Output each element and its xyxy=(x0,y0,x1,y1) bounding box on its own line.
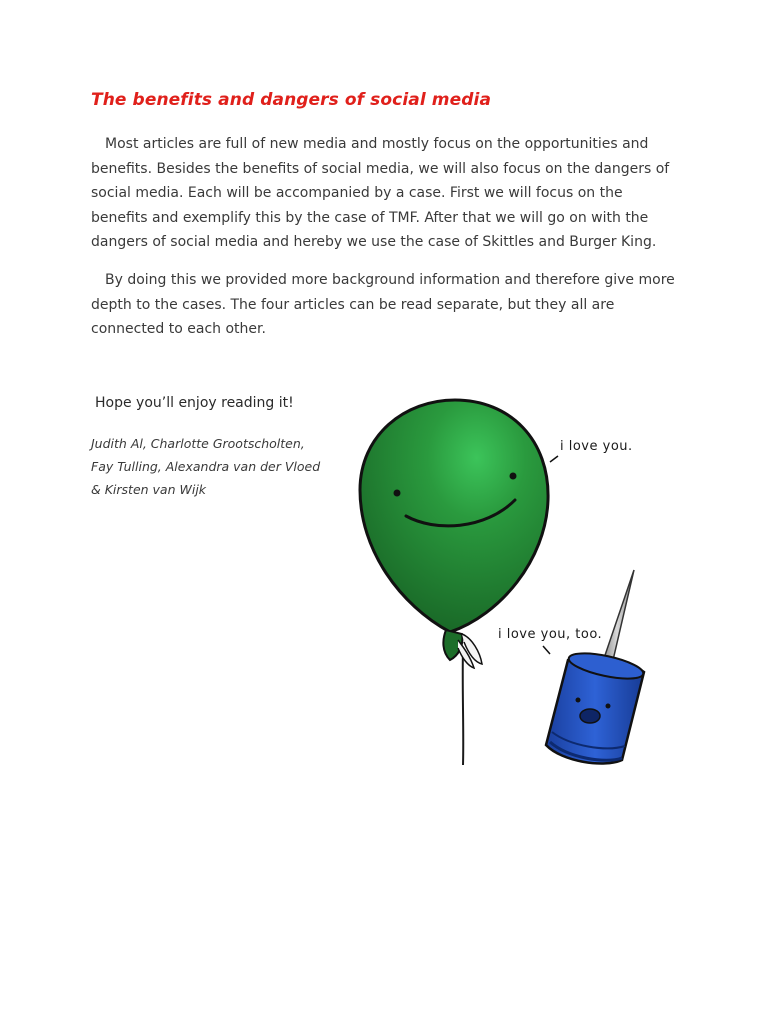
pin-right-eye xyxy=(606,704,611,709)
pin-speech-text: i love you, too. xyxy=(498,627,603,642)
closing-line: Hope you’ll enjoy reading it! xyxy=(95,395,294,411)
balloon-left-eye xyxy=(394,490,401,497)
balloon-right-eye xyxy=(510,473,517,480)
author-line-1: Judith Al, Charlotte Grootscholten, xyxy=(91,436,305,451)
balloon-speech-tick xyxy=(550,456,558,462)
balloon-speech-text: i love you. xyxy=(560,439,633,454)
intro-paragraph: Most articles are full of new media and mostly focus on the opportunities and benefits. Besides the benefits of social media, we will also focus on the dangers of social media. Each will be accompanied by a case. First we will focus on the benefits and exemplify this by the case of TMF. After that we will go on with the dangers of social media and hereby we use the case of Skittles and Burger King. xyxy=(91,136,670,251)
balloon-and-pin-illustration xyxy=(350,390,670,775)
author-line-2: Fay Tulling, Alexandra van der Vloed xyxy=(91,459,321,474)
second-paragraph: By doing this we provided more background information and therefore give more depth to the cases. The four articles can be read separate, but they all are connected to each other. xyxy=(91,272,675,338)
balloon-body xyxy=(360,400,548,632)
authors-list xyxy=(91,432,320,501)
pin-mouth xyxy=(580,709,600,723)
document-title: The benefits and dangers of social media xyxy=(91,90,492,110)
author-line-3: & Kirsten van Wijk xyxy=(91,482,207,497)
pin-left-eye xyxy=(576,698,581,703)
pin-speech-tick xyxy=(543,646,550,654)
balloon-string xyxy=(463,648,464,765)
